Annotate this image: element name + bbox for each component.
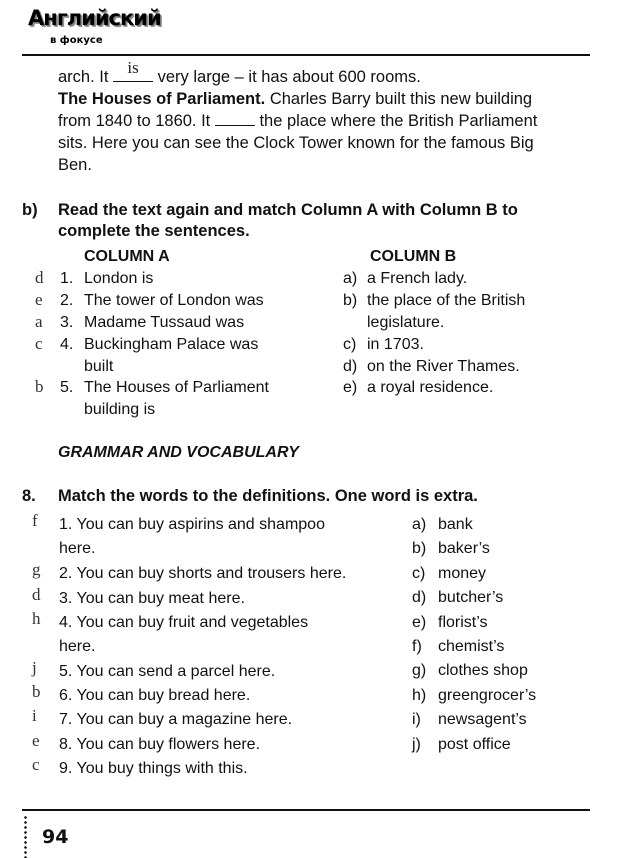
column-a-item-text: The Houses of Parliament [84,379,269,396]
handwritten-answer: c [35,334,43,353]
exercise-b-instruction-2: complete the sentences. [58,222,250,240]
header-rule [22,54,590,56]
word-letter: a) [412,516,427,533]
definition-text: 9. You buy things with this. [59,760,248,777]
word-letter: g) [412,662,427,680]
word-option: money [438,564,487,582]
word-letter: j) [412,735,421,753]
parliament-title: The Houses of Parliament. [58,90,266,108]
item-number: 4. [60,336,74,353]
word-option: butcher’s [438,589,504,607]
word-option: post office [438,735,511,753]
word-option: newsagent’s [438,711,527,729]
text: the place where the British Parliament [259,112,538,130]
column-a-item-text: Buckingham Palace was [84,336,259,353]
handwritten-answer: a [35,312,43,331]
definition-text: here. [59,638,96,655]
column-b-item-text: in 1703. [367,336,424,353]
column-b-item-text: legislature. [367,314,445,331]
column-a-item-text: building is [84,401,156,418]
exercise-8-number: 8. [22,487,36,505]
definition-text: 5. You can send a parcel here. [59,663,276,680]
handwritten-answer: is [127,58,139,77]
word-option: bank [438,516,473,533]
handwritten-answer: j [32,658,37,677]
column-b-item-text: the place of the British [367,292,526,309]
option-letter: e) [343,379,358,396]
handwritten-answer: f [32,511,38,530]
word-letter: d) [412,589,427,607]
item-number: 1. [60,270,74,287]
reading-line-4: sits. Here you can see the Clock Tower known for the famous Big [58,134,534,152]
definition-text: 4. You can buy fruit and vegetables [59,614,309,631]
text: Charles Barry built this new building [269,90,533,108]
definition-text: 3. You can buy meat here. [59,590,245,607]
column-b-header: COLUMN B [370,248,457,265]
definition-text: 7. You can buy a magazine here. [59,711,293,728]
exercise-b-instruction-1: Read the text again and match Column A with Column B to [58,201,518,219]
item-number: 5. [60,379,74,396]
option-letter: b) [343,292,358,309]
handwritten-answer: g [32,560,41,579]
word-letter: f) [412,638,422,655]
column-b-item-text: a royal residence. [367,379,494,396]
column-a-item-text: Madame Tussaud was [84,314,245,331]
handwritten-answer: e [35,290,43,309]
text: arch. It [58,68,109,86]
page-number: 94 [42,826,69,848]
reading-line-2 [58,89,532,111]
column-b-item-text: on the River Thames. [367,358,520,375]
handwritten-answer: c [32,755,40,774]
column-a-item-text: built [84,358,114,375]
word-option: clothes shop [438,662,528,680]
reading-line-1 [58,58,421,89]
word-option: greengrocer’s [438,686,537,704]
answer-blank-1[interactable] [113,58,153,82]
exercise-8-instruction: Match the words to the definitions. One word is extra. [58,487,478,505]
option-letter: a) [343,270,358,287]
logo-title: Английский [28,6,161,30]
handwritten-answer: d [35,268,44,287]
exercise-b-label: b) [22,201,38,219]
definition-text: 6. You can buy bread here. [59,687,251,704]
handwritten-answer: d [32,585,41,604]
word-option: chemist’s [438,638,505,655]
text: very large – it has about 600 rooms. [157,68,421,86]
section-heading: GRAMMAR AND VOCABULARY [58,444,299,461]
word-letter: b) [412,540,427,558]
handwritten-answer: e [32,731,40,750]
definition-text: 1. You can buy aspirins and shampoo [59,516,325,533]
column-b-item-text: a French lady. [367,270,468,287]
handwritten-answer: b [35,377,44,396]
definition-text: 8. You can buy flowers here. [59,736,261,753]
option-letter: d) [343,358,358,375]
column-a-header: COLUMN A [84,248,170,265]
reading-line-5: Ben. [58,156,92,174]
column-a-item-text: London is [84,270,154,287]
word-letter: i) [412,711,421,729]
footer-dotted-line [24,815,27,858]
word-option: baker’s [438,540,490,558]
handwritten-answer: b [32,682,41,701]
definition-text: here. [59,540,96,557]
answer-blank-2[interactable] [215,111,255,126]
word-option: florist’s [438,613,488,631]
word-letter: h) [412,686,427,704]
footer-rule [22,809,590,811]
handwritten-answer: i [32,706,37,725]
reading-line-3 [58,111,537,133]
option-letter: c) [343,336,357,353]
word-letter: e) [412,613,427,631]
logo-subtitle: в фокусе [50,35,103,46]
word-letter: c) [412,564,426,582]
column-a-item-text: The tower of London was [84,292,264,309]
text: from 1840 to 1860. It [58,112,211,130]
item-number: 3. [60,314,74,331]
definition-text: 2. You can buy shorts and trousers here. [59,565,347,582]
handwritten-answer: h [32,609,41,628]
item-number: 2. [60,292,74,309]
